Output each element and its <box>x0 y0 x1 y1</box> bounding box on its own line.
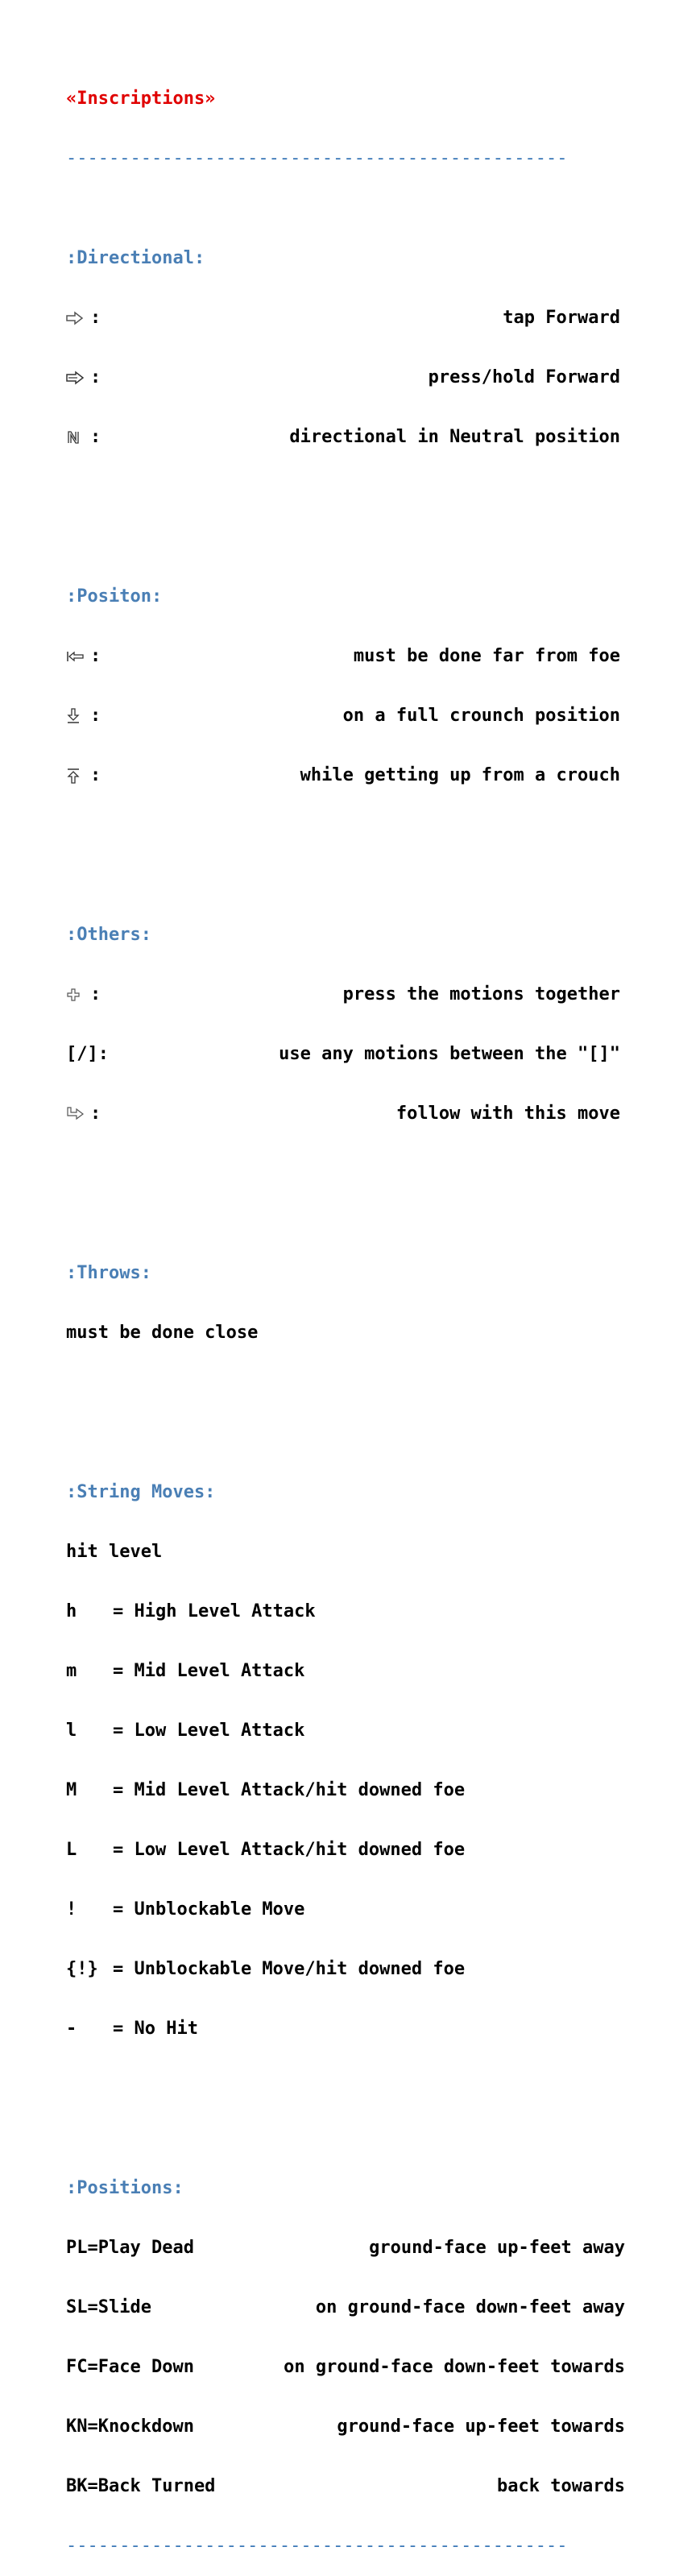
sep: : <box>90 706 101 726</box>
position-desc: back towards <box>497 2476 625 2496</box>
throws-heading: :Throws: <box>66 1263 151 1283</box>
directional-text: tap Forward <box>503 308 620 328</box>
sep: : <box>90 1104 101 1124</box>
others-text: press the motions together <box>342 984 620 1004</box>
position-key: SL=Slide <box>66 2297 151 2317</box>
hit-level-code: - <box>66 2019 77 2039</box>
sep: : <box>90 765 101 785</box>
bracket-label: [/]: <box>66 1044 109 1064</box>
others-row <box>66 985 630 1004</box>
position-row <box>66 706 630 726</box>
hit-level-code: m <box>66 1661 77 1681</box>
position-text: must be done far from foe <box>353 646 620 666</box>
hit-level-desc: = Low Level Attack/hit downed foe <box>113 1840 466 1860</box>
positions-row <box>66 2358 630 2377</box>
sep: : <box>90 308 101 328</box>
others-row <box>66 1104 630 1124</box>
positions-row <box>66 2417 630 2437</box>
positions-row <box>66 2298 630 2317</box>
hit-level-row <box>66 1721 630 1741</box>
follow-arrow-icon <box>66 1104 90 1124</box>
others-text: follow with this move <box>395 1104 620 1124</box>
positions-row <box>66 2238 630 2258</box>
hit-level-row <box>66 1602 630 1621</box>
sep: : <box>90 367 101 387</box>
positions-row <box>66 2477 630 2496</box>
hit-level-row <box>66 1841 630 1860</box>
position-key: PL=Play Dead <box>66 2238 194 2258</box>
inscriptions-page <box>66 29 630 2576</box>
position-desc: ground-face up-feet away <box>369 2238 625 2258</box>
positions-heading: :Positions: <box>66 2178 184 2198</box>
position-key: FC=Face Down <box>66 2357 194 2377</box>
hit-level-row <box>66 1781 630 1800</box>
directional-row <box>66 368 630 387</box>
hit-level-code: h <box>66 1601 77 1621</box>
directional-text: press/hold Forward <box>428 367 620 387</box>
hit-level-subheading: hit level <box>66 1542 163 1562</box>
position-row <box>66 766 630 785</box>
directional-text: directional in Neutral position <box>289 427 620 447</box>
hit-level-code: ! <box>66 1899 77 1920</box>
sep: : <box>90 984 101 1004</box>
directional-row <box>66 428 630 447</box>
string-moves-heading: :String Moves: <box>66 1482 216 1502</box>
hit-level-row <box>66 2019 630 2039</box>
page-title: «Inscriptions» <box>66 89 216 109</box>
position-heading: :Positon: <box>66 586 163 607</box>
others-row <box>66 1045 630 1064</box>
hit-level-desc: = Mid Level Attack/hit downed foe <box>113 1780 466 1800</box>
hit-level-desc: = Unblockable Move/hit downed foe <box>113 1959 466 1979</box>
others-heading: :Others: <box>66 925 151 945</box>
crouch-up-icon <box>66 766 90 785</box>
hit-level-row <box>66 1900 630 1920</box>
hold-forward-arrow-icon <box>66 368 90 387</box>
position-key: KN=Knockdown <box>66 2417 194 2437</box>
neutral-n-icon <box>66 428 90 447</box>
directional-heading: :Directional: <box>66 248 205 268</box>
top-divider: ----------------------------------------------- <box>66 148 568 168</box>
hit-level-desc: = Unblockable Move <box>113 1899 305 1920</box>
hit-level-code: L <box>66 1840 77 1860</box>
hit-level-desc: = Low Level Attack <box>113 1721 305 1741</box>
far-arrow-icon <box>66 647 90 666</box>
position-desc: on ground-face down-feet away <box>315 2297 625 2317</box>
position-desc: on ground-face down-feet towards <box>284 2357 625 2377</box>
hit-level-desc: = No Hit <box>113 2019 198 2039</box>
hit-level-row <box>66 1960 630 1979</box>
plus-icon <box>66 985 90 1004</box>
position-text: while getting up from a crouch <box>300 765 620 785</box>
hit-level-code: l <box>66 1721 77 1741</box>
tap-forward-arrow-icon <box>66 309 90 328</box>
position-row <box>66 647 630 666</box>
throws-text: must be done close <box>66 1323 259 1343</box>
crouch-down-icon <box>66 706 90 726</box>
hit-level-code: M <box>66 1780 77 1800</box>
others-text: use any motions between the "[]" <box>279 1044 620 1064</box>
position-text: on a full crounch position <box>342 706 620 726</box>
bottom-divider: ----------------------------------------------- <box>66 2536 568 2556</box>
hit-level-desc: = High Level Attack <box>113 1601 316 1621</box>
position-key: BK=Back Turned <box>66 2476 216 2496</box>
sep: : <box>90 427 101 447</box>
hit-level-row <box>66 1662 630 1681</box>
sep: : <box>90 646 101 666</box>
hit-level-code: {!} <box>66 1959 98 1979</box>
directional-row <box>66 309 630 328</box>
hit-level-desc: = Mid Level Attack <box>113 1661 305 1681</box>
position-desc: ground-face up-feet towards <box>337 2417 625 2437</box>
